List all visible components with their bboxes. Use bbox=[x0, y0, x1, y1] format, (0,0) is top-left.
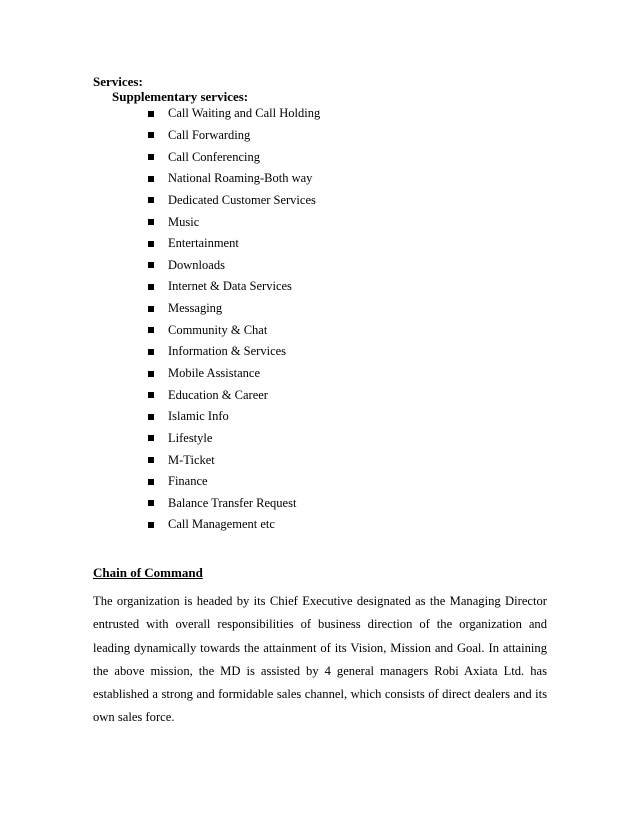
list-item bbox=[148, 493, 320, 515]
supplementary-services-heading: Supplementary services: bbox=[112, 89, 249, 104]
list-item bbox=[148, 384, 320, 406]
square-bullet-icon bbox=[148, 522, 154, 528]
list-item-label: Call Forwarding bbox=[168, 127, 251, 142]
list-item bbox=[148, 514, 320, 536]
list-item-label: Call Management etc bbox=[168, 517, 275, 532]
square-bullet-icon bbox=[148, 500, 154, 506]
list-item bbox=[148, 190, 320, 212]
square-bullet-icon bbox=[148, 414, 154, 420]
square-bullet-icon bbox=[148, 479, 154, 485]
square-bullet-icon bbox=[148, 111, 154, 117]
list-item-label: Islamic Info bbox=[168, 409, 229, 424]
chain-of-command-paragraph: The organization is headed by its Chief Executive designated as the Managing Director entrusted with overall responsibilities of business direction of the organization and leading dynamically towards the attainment of its Vision, Mission and Goal. In attaining the above mission, the MD is assisted by 4 general managers Robi Axiata Ltd. has established a strong and formidable sales channel, which consists of direct dealers and its own sales force. bbox=[93, 594, 547, 725]
list-item-label: Internet & Data Services bbox=[168, 279, 292, 294]
square-bullet-icon bbox=[148, 197, 154, 203]
list-item-label: Information & Services bbox=[168, 344, 287, 359]
list-item bbox=[148, 103, 320, 125]
services-heading: Services: bbox=[93, 74, 143, 89]
list-item bbox=[148, 449, 320, 471]
list-item-label: Lifestyle bbox=[168, 430, 213, 445]
list-item-label: Entertainment bbox=[168, 236, 239, 251]
list-item-label: Community & Chat bbox=[168, 322, 268, 337]
square-bullet-icon bbox=[148, 392, 154, 398]
list-item-label: Downloads bbox=[168, 257, 225, 272]
supplementary-services-list bbox=[148, 103, 320, 536]
square-bullet-icon bbox=[148, 219, 154, 225]
list-item-label: Music bbox=[168, 214, 200, 229]
list-item-label: M-Ticket bbox=[168, 452, 215, 467]
square-bullet-icon bbox=[148, 306, 154, 312]
square-bullet-icon bbox=[148, 262, 154, 268]
square-bullet-icon bbox=[148, 371, 154, 377]
list-item bbox=[148, 276, 320, 298]
list-item bbox=[148, 168, 320, 190]
list-item-label: Call Conferencing bbox=[168, 149, 260, 164]
square-bullet-icon bbox=[148, 435, 154, 441]
list-item bbox=[148, 298, 320, 320]
list-item-label: National Roaming-Both way bbox=[168, 171, 313, 186]
square-bullet-icon bbox=[148, 176, 154, 182]
square-bullet-icon bbox=[148, 154, 154, 160]
list-item bbox=[148, 146, 320, 168]
list-item-label: Finance bbox=[168, 474, 208, 489]
list-item-label: Balance Transfer Request bbox=[168, 495, 297, 510]
list-item bbox=[148, 319, 320, 341]
square-bullet-icon bbox=[148, 327, 154, 333]
list-item bbox=[148, 233, 320, 255]
list-item bbox=[148, 428, 320, 450]
list-item bbox=[148, 471, 320, 493]
list-item bbox=[148, 406, 320, 428]
square-bullet-icon bbox=[148, 457, 154, 463]
square-bullet-icon bbox=[148, 284, 154, 290]
list-item-label: Education & Career bbox=[168, 387, 268, 402]
list-item bbox=[148, 341, 320, 363]
square-bullet-icon bbox=[148, 241, 154, 247]
list-item-label: Dedicated Customer Services bbox=[168, 192, 316, 207]
square-bullet-icon bbox=[148, 349, 154, 355]
list-item-label: Messaging bbox=[168, 301, 223, 316]
list-item bbox=[148, 254, 320, 276]
list-item-label: Call Waiting and Call Holding bbox=[168, 106, 321, 121]
list-item bbox=[148, 125, 320, 147]
list-item bbox=[148, 363, 320, 385]
chain-of-command-heading: Chain of Command bbox=[93, 565, 203, 580]
list-item-label: Mobile Assistance bbox=[168, 366, 261, 380]
list-item bbox=[148, 211, 320, 233]
square-bullet-icon bbox=[148, 132, 154, 138]
